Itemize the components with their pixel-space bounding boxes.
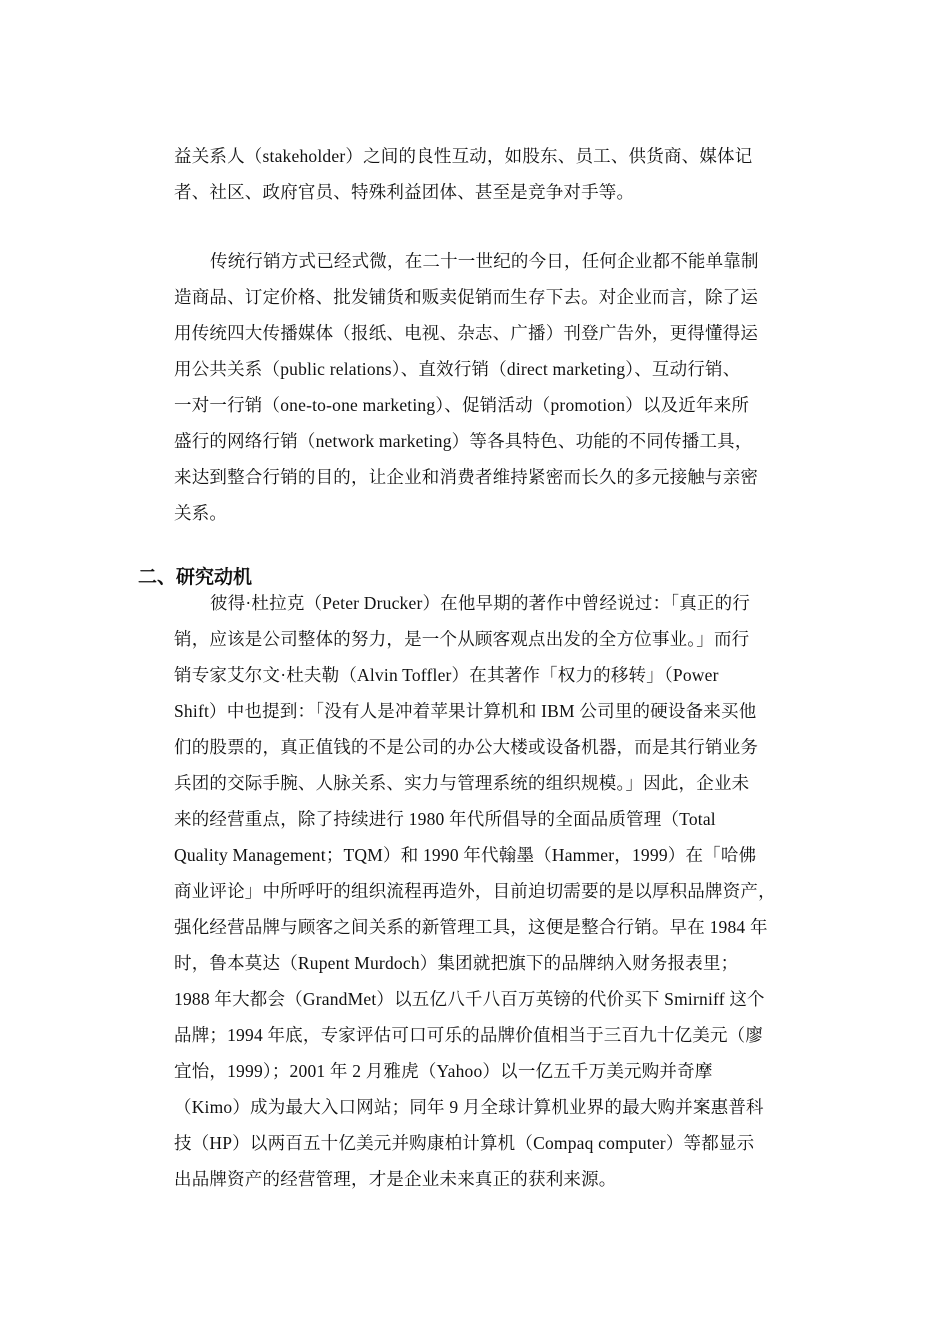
text-line: 传统行销方式已经式微，在二十一世纪的今日，任何企业都不能单靠制 bbox=[210, 251, 759, 271]
text-line: 出品牌资产的经营管理，才是企业未来真正的获利来源。 bbox=[174, 1169, 617, 1189]
text-line: 者、社区、政府官员、特殊利益团体、甚至是竞争对手等。 bbox=[174, 182, 635, 202]
text-line: （Kimo）成为最大入口网站；同年 9 月全球计算机业界的最大购并案惠普科 bbox=[174, 1097, 764, 1117]
text-line: 技（HP）以两百五十亿美元并购康柏计算机（Compaq computer）等都显示 bbox=[174, 1133, 755, 1153]
text-line: 用传统四大传播媒体（报纸、电视、杂志、广播）刊登广告外，更得懂得运 bbox=[174, 323, 759, 343]
text-line: 1988 年大都会（GrandMet）以五亿八千八百万英镑的代价买下 Smirniff 这个 bbox=[174, 989, 765, 1009]
text-line: 兵团的交际手腕、人脉关系、实力与管理系统的组织规模。」因此，企业未 bbox=[174, 773, 750, 793]
text-line: 品牌；1994 年底，专家评估可口可乐的品牌价值相当于三百九十亿美元（廖 bbox=[174, 1025, 764, 1045]
text-line: Shift）中也提到：「没有人是冲着苹果计算机和 IBM 公司里的硬设备来买他 bbox=[174, 701, 757, 721]
text-line: 益关系人（stakeholder）之间的良性互动，如股东、员工、供货商、媒体记 bbox=[174, 146, 753, 166]
text-line: 来的经营重点，除了持续进行 1980 年代所倡导的全面品质管理（Total bbox=[174, 809, 716, 829]
text-line: 商业评论」中所呼吁的组织流程再造外，目前迫切需要的是以厚积品牌资产， bbox=[174, 881, 776, 901]
text-line: 关系。 bbox=[174, 503, 228, 523]
text-line: 彼得·杜拉克（Peter Drucker）在他早期的著作中曾经说过：「真正的行 bbox=[210, 593, 751, 613]
text-line: 造商品、订定价格、批发铺货和贩卖促销而生存下去。对企业而言，除了运 bbox=[174, 287, 759, 307]
text-line: 一对一行销（one-to-one marketing）、促销活动（promotion）以及近年来所 bbox=[174, 395, 750, 415]
text-line: 强化经营品牌与顾客之间关系的新管理工具，这便是整合行销。早在 1984 年 bbox=[174, 917, 768, 937]
text-line: 来达到整合行销的目的，让企业和消费者维持紧密而长久的多元接触与亲密 bbox=[174, 467, 759, 487]
paragraph-research-motivation bbox=[174, 585, 814, 1197]
text-line: 销专家艾尔文·杜夫勒（Alvin Toffler）在其著作「权力的移转」（Power bbox=[174, 665, 719, 685]
text-line: Quality Management；TQM）和 1990 年代翰墨（Hammer，1999）在「哈佛 bbox=[174, 845, 757, 865]
text-line: 宜怡，1999）；2001 年 2 月雅虎（Yahoo）以一亿五千万美元购并奇摩 bbox=[174, 1061, 713, 1081]
paragraph-traditional-marketing bbox=[174, 243, 814, 531]
text-line: 盛行的网络行销（network marketing）等各具特色、功能的不同传播工具， bbox=[174, 431, 753, 451]
text-line: 们的股票的，真正值钱的不是公司的办公大楼或设备机器，而是其行销业务 bbox=[174, 737, 759, 757]
text-line: 用公共关系（public relations）、直效行销（direct marketing）、互动行销、 bbox=[174, 359, 741, 379]
section-heading: 二、研究动机 bbox=[138, 566, 253, 588]
text-line: 时，鲁本莫达（Rupent Murdoch）集团就把旗下的品牌纳入财务报表里； bbox=[174, 953, 739, 973]
paragraph-stakeholders bbox=[174, 138, 814, 210]
text-line: 销，应该是公司整体的努力，是一个从顾客观点出发的全方位事业。」而行 bbox=[174, 629, 750, 649]
